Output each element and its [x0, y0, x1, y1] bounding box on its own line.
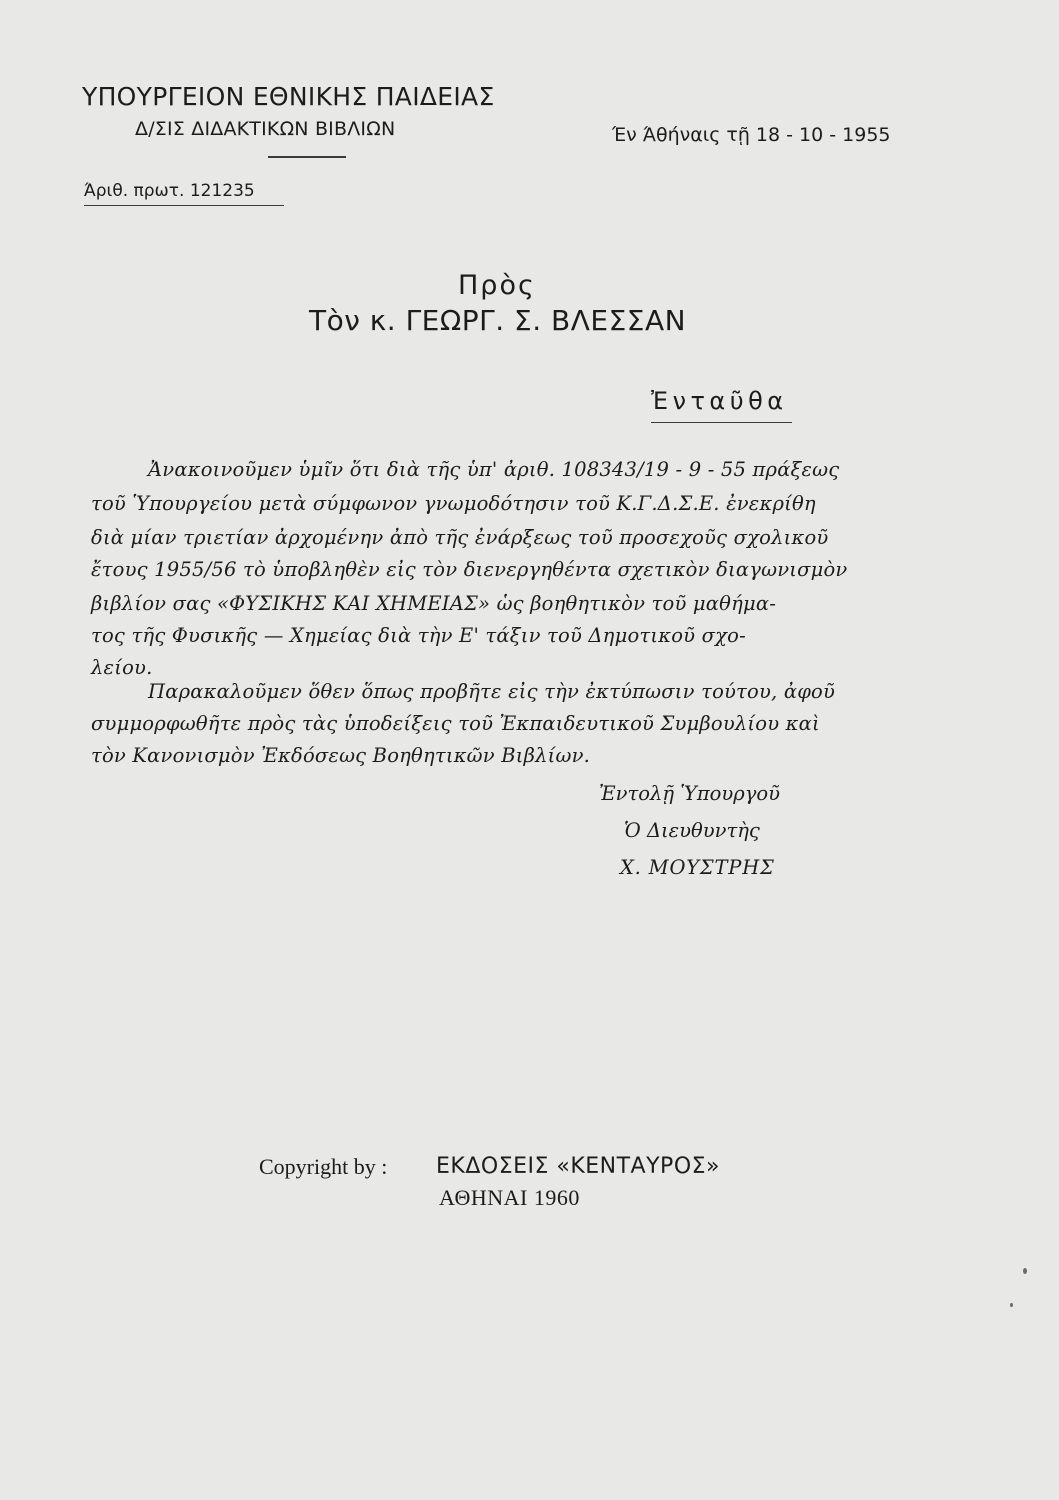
city-year: ΑΘΗΝΑΙ 1960: [439, 1185, 580, 1210]
copyright-label: Copyright by :: [259, 1154, 388, 1179]
signature-title: Ὁ Διευθυντὴς: [624, 819, 760, 842]
ministry-heading: ΥΠΟΥΡΓΕΙΟΝ ΕΘΝΙΚΗΣ ΠΑΙΔΕΙΑΣ: [82, 82, 495, 111]
para1-line-4: ἔτους 1955/56 τὸ ὑποβληθὲν εἰς τὸν διενεργηθέντα σχετικὸν διαγωνισμὸν: [91, 558, 848, 581]
para1-line-5: βιβλίον σας «ΦΥΣΙΚΗΣ ΚΑΙ ΧΗΜΕΙΑΣ» ὡς βοηθητικὸν τοῦ μαθήμα-: [91, 592, 776, 615]
publisher-name: ΕΚΔΟΣΕΙΣ «ΚΕΝΤΑΥΡΟΣ»: [436, 1154, 720, 1179]
location-here: Ἐνταῦθα: [651, 387, 788, 415]
para2-line-2: συμμορφωθῆτε πρὸς τὰς ὑποδείξεις τοῦ Ἐκπαιδευτικοῦ Συμβουλίου καὶ: [91, 712, 820, 735]
header-divider: [268, 156, 346, 158]
print-speck: [1023, 1268, 1027, 1274]
location-underline: [651, 422, 792, 423]
para1-line-1: Ἀνακοινοῦμεν ὑμῖν ὅτι διὰ τῆς ὑπ' ἀριθ. 108343/19 - 9 - 55 πράξεως: [148, 458, 840, 481]
date-line: Έν Άθήναις τῇ 18 - 10 - 1955: [612, 124, 891, 146]
print-speck: [1010, 1303, 1013, 1307]
para1-line-7: λείου.: [91, 656, 153, 679]
protocol-underline: [84, 205, 284, 206]
para1-line-6: τος τῆς Φυσικῆς — Χημείας διὰ τὴν Ε' τάξιν τοῦ Δημοτικοῦ σχο-: [91, 624, 746, 647]
para1-line-3: διὰ μίαν τριετίαν ἀρχομένην ἀπὸ τῆς ἐνάρξεως τοῦ προσεχοῦς σχολικοῦ: [91, 526, 829, 549]
protocol-number: Άριθ. πρωτ. 121235: [84, 181, 255, 201]
signature-name: Χ. ΜΟΥΣΤΡΗΣ: [620, 856, 775, 879]
signature-order: Ἐντολῇ Ὑπουργοῦ: [599, 782, 780, 805]
to-label: Πρὸς: [458, 270, 536, 301]
recipient-name: Τὸν κ. ΓΕΩΡΓ. Σ. ΒΛΕΣΣΑΝ: [309, 304, 687, 337]
para1-line-2: τοῦ Ὑπουργείου μετὰ σύμφωνον γνωμοδότησιν τοῦ Κ.Γ.Δ.Σ.Ε. ἐνεκρίθη: [91, 492, 816, 515]
para2-line-1: Παρακαλοῦμεν ὅθεν ὅπως προβῆτε εἰς τὴν ἐκτύπωσιν τούτου, ἀφοῦ: [148, 680, 836, 703]
para2-line-3: τὸν Κανονισμὸν Ἐκδόσεως Βοηθητικῶν Βιβλίων.: [91, 744, 591, 767]
division-heading: Δ/ΣΙΣ ΔΙΔΑΚΤΙΚΩΝ ΒΙΒΛΙΩΝ: [135, 118, 396, 140]
